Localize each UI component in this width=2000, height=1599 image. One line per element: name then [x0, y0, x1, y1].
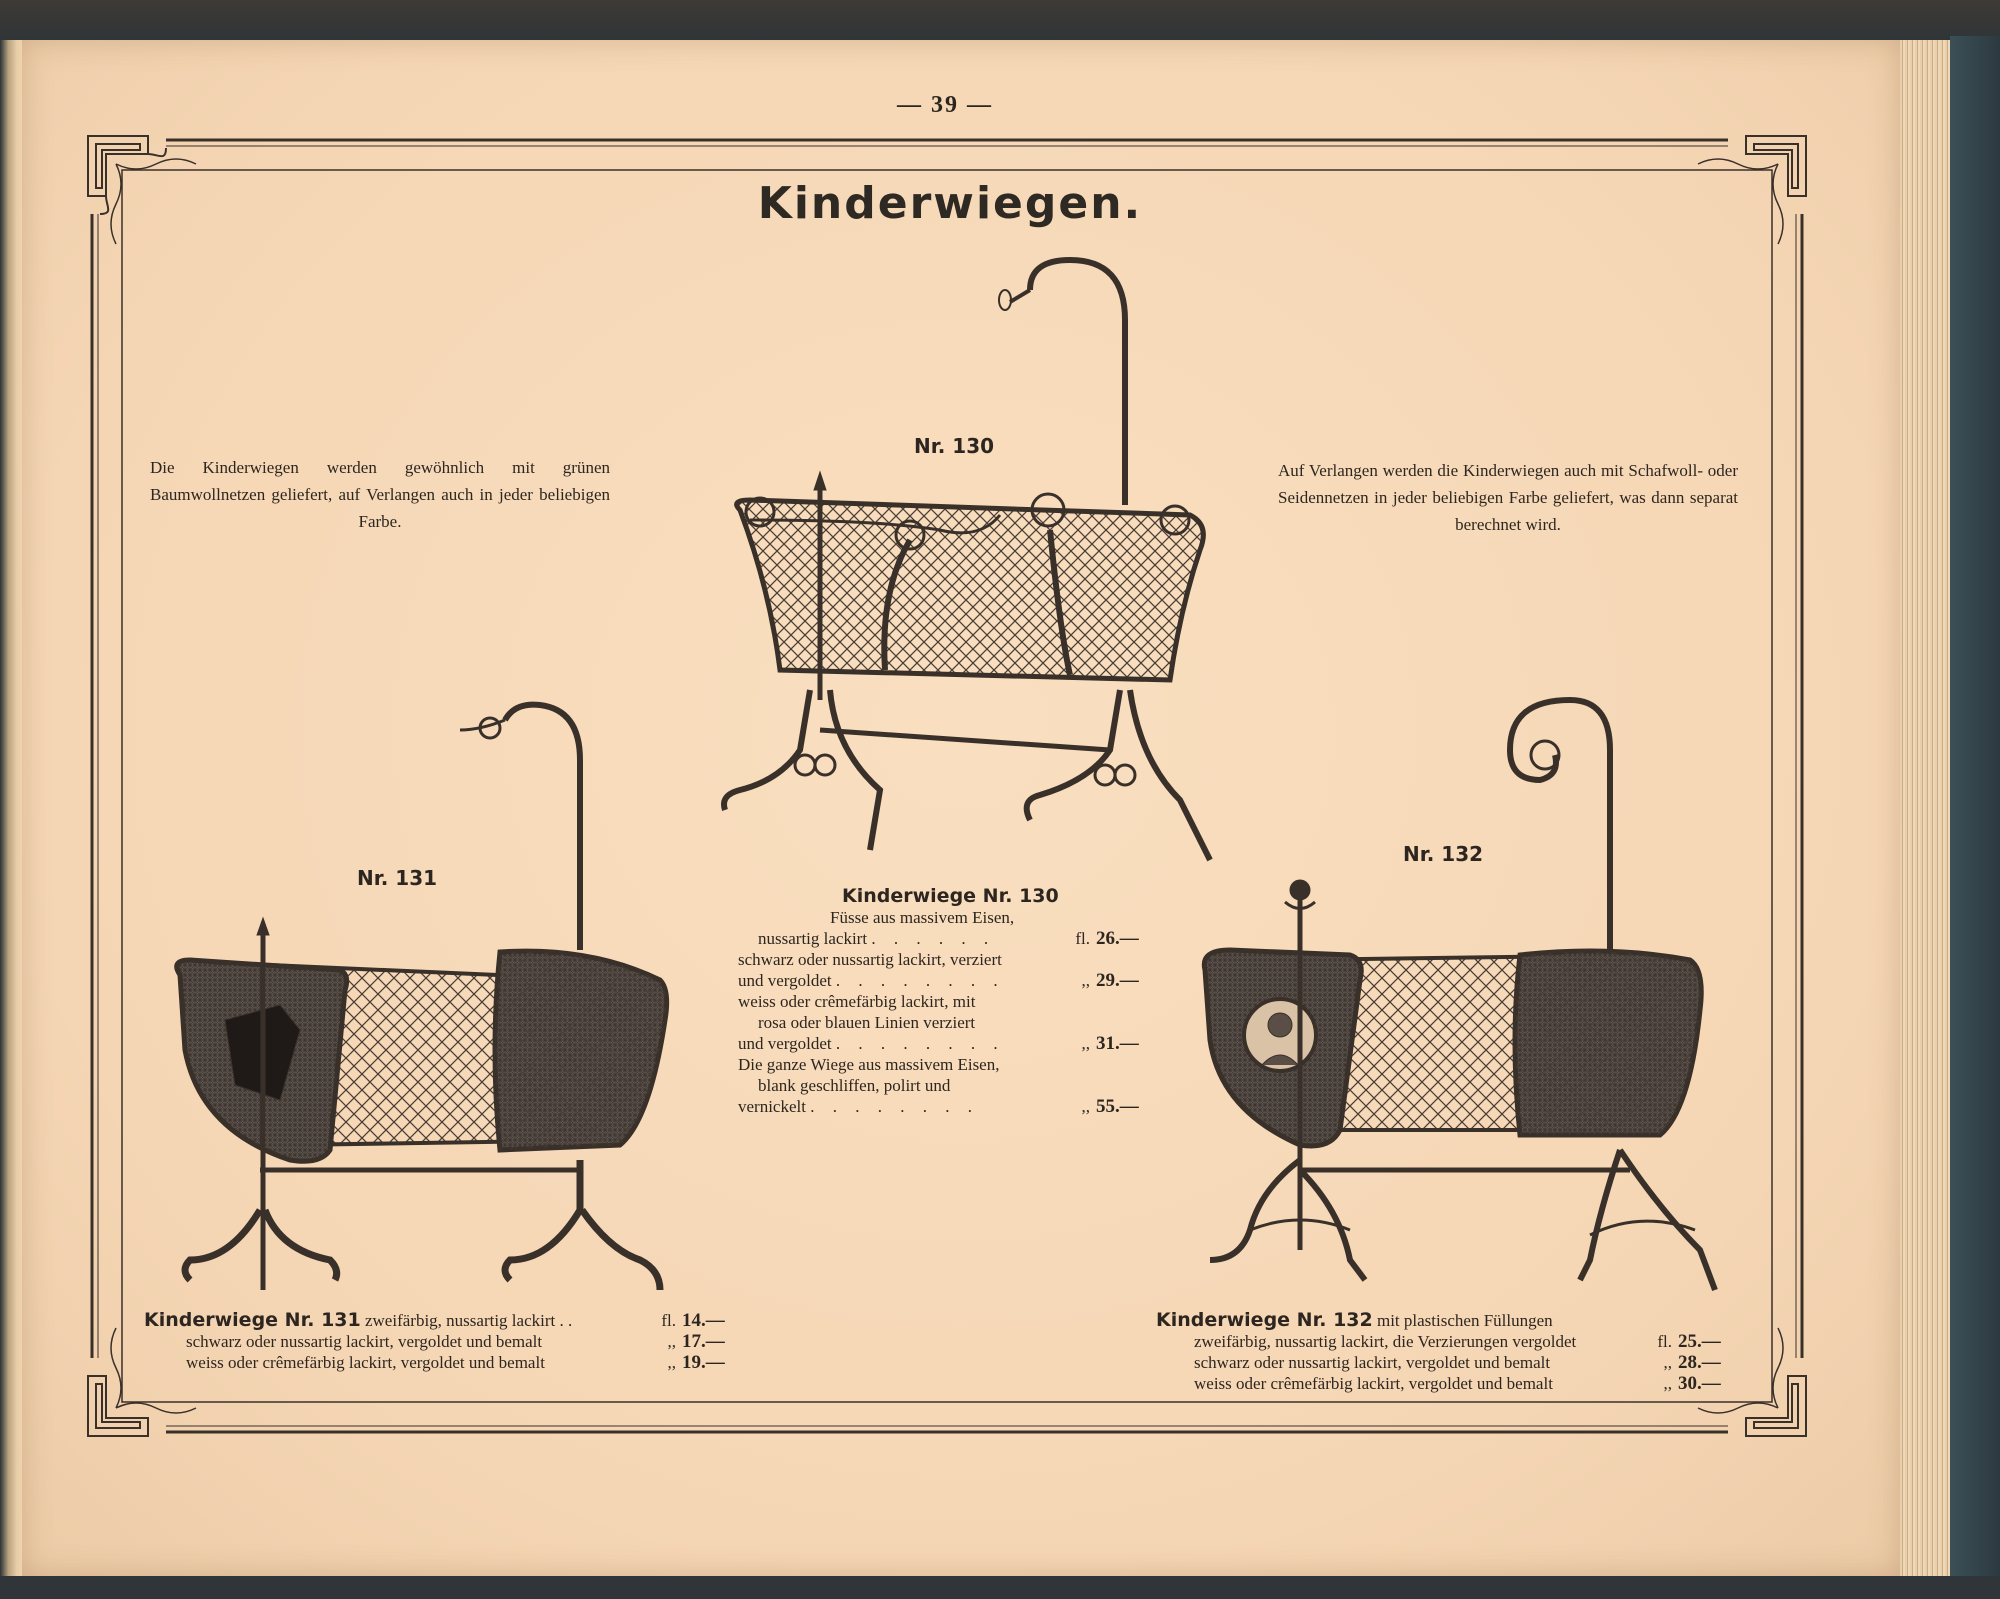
caption-132-line: weiss oder crêmefärbig lackirt, vergoldet und bemalt ,, 30.— [1194, 1373, 1721, 1394]
label-nr-130: Nr. 130 [914, 434, 995, 458]
caption-130-heading: Kinderwiege Nr. 130 [842, 885, 1059, 907]
page-stack-edge [1900, 40, 1950, 1580]
caption-131-line: weiss oder crêmefärbig lackirt, vergoldet und bemalt ,, 19.— [186, 1352, 725, 1373]
caption-130 [738, 886, 1158, 1117]
caption-130-line: schwarz oder nussartig lackirt, verziert [738, 950, 1002, 969]
caption-130-line: vernickelt . . . . . . . . ,, 55.— [738, 1096, 1139, 1117]
label-nr-132: Nr. 132 [1403, 842, 1484, 866]
caption-130-line: Die ganze Wiege aus massivem Eisen, [738, 1055, 1000, 1074]
book-cover-right [1950, 36, 2000, 1599]
cradle-132-illustration [1190, 690, 1750, 1305]
caption-130-line: und vergoldet . . . . . . . . ,, 29.— [738, 970, 1139, 991]
note-left: Die Kinderwiegen werden gewöhnlich mit grünen Baumwollnetzen geliefert, auf Verlangen auch in jeder beliebigen Farbe. [150, 458, 610, 531]
caption-131-line: Kinderwiege Nr. 131 zweifärbig, nussartig lackirt . . fl. 14.— [144, 1310, 725, 1331]
label-nr-131: Nr. 131 [357, 866, 438, 890]
caption-132-heading-line: Kinderwiege Nr. 132 mit plastischen Füllungen [1156, 1309, 1553, 1331]
book-gutter [0, 40, 24, 1580]
caption-130-line: weiss oder crêmefärbig lackirt, mit [738, 992, 976, 1011]
caption-130-line: Füsse aus massivem Eisen, [830, 908, 1015, 927]
page-title: Kinderwiegen. [757, 178, 1143, 229]
caption-132 [1156, 1310, 1740, 1394]
caption-132-line: schwarz oder nussartig lackirt, vergoldet und bemalt ,, 28.— [1194, 1352, 1721, 1373]
caption-130-line: nussartig lackirt . . . . . . fl. 26.— [758, 928, 1139, 949]
caption-131 [144, 1310, 744, 1373]
caption-132-line: zweifärbig, nussartig lackirt, die Verzierungen vergoldet fl. 25.— [1194, 1331, 1721, 1352]
book-cover-bottom [0, 1576, 2000, 1599]
note-right: Auf Verlangen werden die Kinderwiegen auch mit Schafwoll- oder Seidennetzen in jeder beliebigen Farbe geliefert, was dann separat berechnet wird. [1278, 461, 1738, 534]
cradle-130-illustration [700, 250, 1260, 875]
caption-130-line: blank geschliffen, polirt und [758, 1076, 951, 1095]
caption-131-line: schwarz oder nussartig lackirt, vergoldet und bemalt ,, 17.— [186, 1331, 725, 1352]
caption-130-line: rosa oder blauen Linien verziert [758, 1013, 976, 1032]
page-number: — 39 — [897, 92, 993, 118]
caption-130-line: und vergoldet . . . . . . . . ,, 31.— [738, 1033, 1139, 1054]
cradle-131-illustration [170, 690, 690, 1305]
